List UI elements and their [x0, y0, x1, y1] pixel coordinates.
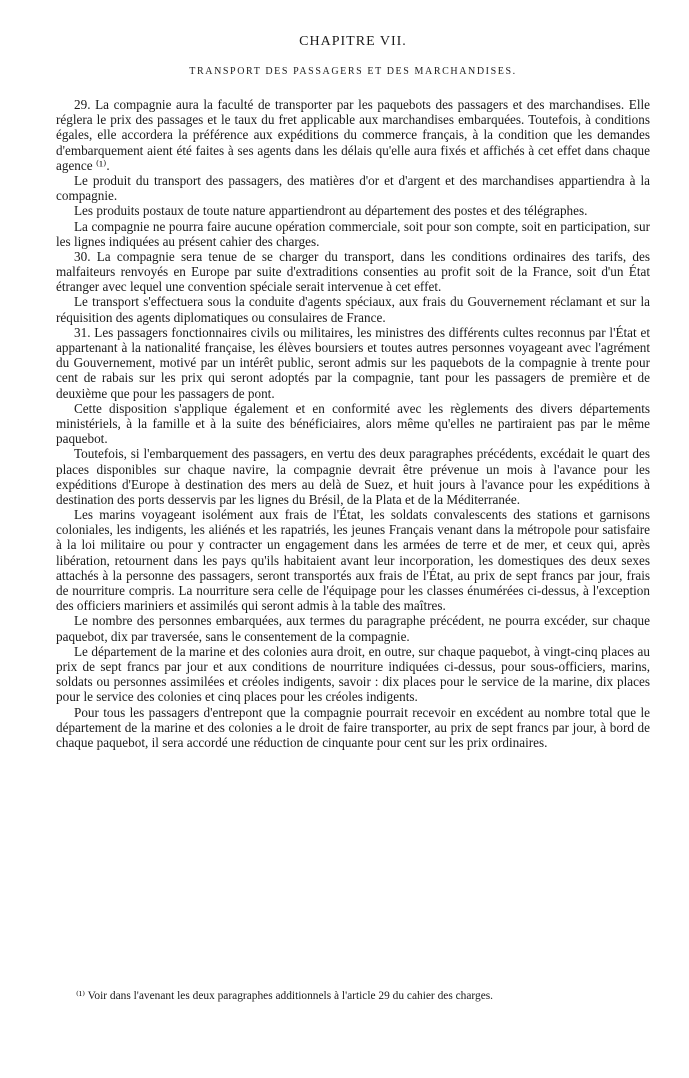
section-title: TRANSPORT DES PASSAGERS ET DES MARCHANDISES.	[189, 66, 517, 77]
paragraph-30: 30. La compagnie sera tenue de se charger du transport, dans les conditions ordinaires des tarifs, des malfaiteurs renvoyés en Europe par suite d'extraditions consenties au profit soit de la France, soit d'un État étranger avec lequel une convention spéciale serait intervenue à cet effet.	[56, 248, 650, 295]
paragraph: Le département de la marine et des colonies aura droit, en outre, sur chaque paquebot, à vingt-cinq places au prix de sept francs par jour et aux conditions de nourriture indiquées ci-dessus, pour sous-officiers, marins, soldats ou personnes assimilées et créoles indigents, savoir : dix places pour le service de la marine, dix places pour le service des colonies et cinq places pour les créoles indigents.	[56, 643, 650, 705]
paragraph: Le nombre des personnes embarquées, aux termes du paragraphe précédent, ne pourra excéder, sur chaque paquebot, dix par traversée, sans le consentement de la compagnie.	[56, 613, 650, 644]
paragraph-29: 29. La compagnie aura la faculté de transporter par les paquebots des passagers et des marchandises. Elle réglera le prix des passages et le taux du fret applicable aux marchandises embarquées. Toutefois, à conditions égales, elle accordera la préférence aux expéditions du commerce français, à la condition que les demandes d'embarquement aient été faites à ses agents dans les délais qu'elle aura fixés et affichés à cet effet dans chaque agence ⁽¹⁾.	[56, 97, 650, 173]
paragraph-31: 31. Les passagers fonctionnaires civils ou militaires, les ministres des différents cultes reconnus par l'État et appartenant à la nationalité française, les élèves boursiers et toutes autres personnes voyageant avec l'agrément du Gouvernement, motivé par un intérêt public, seront admis sur les paquebots de la compagnie à trente pour cent de rabais sur les prix qui seront adoptés par la compagnie, tant pour les passagers de première et de deuxième que pour les passagers de pont.	[56, 324, 650, 401]
footnote-text: ⁽¹⁾ Voir dans l'avenant les deux paragraphes additionnels à l'article 29 du cahier des charges.	[76, 990, 494, 1002]
paragraph: Les marins voyageant isolément aux frais de l'État, les soldats convalescents des stations et garnisons coloniales, les indigents, les aliénés et les rapatriés, les jeunes Français venant dans la métropole pour satisfaire à la loi militaire ou pour y contracter un engagement dans les armées de terre et de mer, et ceux qui, après libération, retournent dans les pays qu'ils habitaient avant leur incorporation, les domestiques des deux sexes attachés à la personne des passagers, seront transportés aux frais de l'État, au prix de sept francs par jour, frais de nourriture compris. La nourriture sera celle de l'équipage pour les classes énumérées ci-dessus, à l'exception des officiers mariniers et assimilés qui seront admis à la table des maîtres.	[56, 507, 650, 614]
paragraph: Le produit du transport des passagers, des matières d'or et d'argent et des marchandises appartiendra à la compagnie.	[56, 172, 650, 204]
footnote	[56, 989, 650, 1004]
paragraph: Cette disposition s'applique également et en conformité avec les règlements des divers départements ministériels, à la famille et à la suite des bénéficiaires, alors même qu'elles ne partiraient pas par le même paquebot.	[56, 400, 650, 447]
body-text	[56, 97, 650, 750]
paragraph: Les produits postaux de toute nature appartiendront au département des postes et des télégraphes.	[74, 203, 588, 219]
paragraph: Toutefois, si l'embarquement des passagers, en vertu des deux paragraphes précédents, excédait le quart des places disponibles sur chaque navire, la compagnie devrait être prévenue un mois à l'avance pour les expéditions d'Europe à destination des mers au delà de Suez, et huit jours à l'avance pour les expéditions à destination des ports desservis par les lignes du Brésil, de la Plata et de la Méditerranée.	[56, 446, 650, 507]
paragraph: Le transport s'effectuera sous la conduite d'agents spéciaux, aux frais du Gouvernement réclamant et sur la réquisition des agents diplomatiques ou consulaires de France.	[56, 294, 650, 325]
paragraph: Pour tous les passagers d'entrepont que la compagnie pourrait recevoir en excédent au nombre total que le département de la marine et des colonies a le droit de faire transporter, au prix de sept francs par jour, à bord de chaque paquebot, il sera accordé une réduction de cinquante pour cent sur les prix ordinaires.	[56, 704, 650, 750]
chapter-title: CHAPITRE VII.	[299, 34, 407, 49]
paragraph: La compagnie ne pourra faire aucune opération commerciale, soit pour son compte, soit en participation, sur les lignes indiquées au présent cahier des charges.	[56, 218, 650, 249]
